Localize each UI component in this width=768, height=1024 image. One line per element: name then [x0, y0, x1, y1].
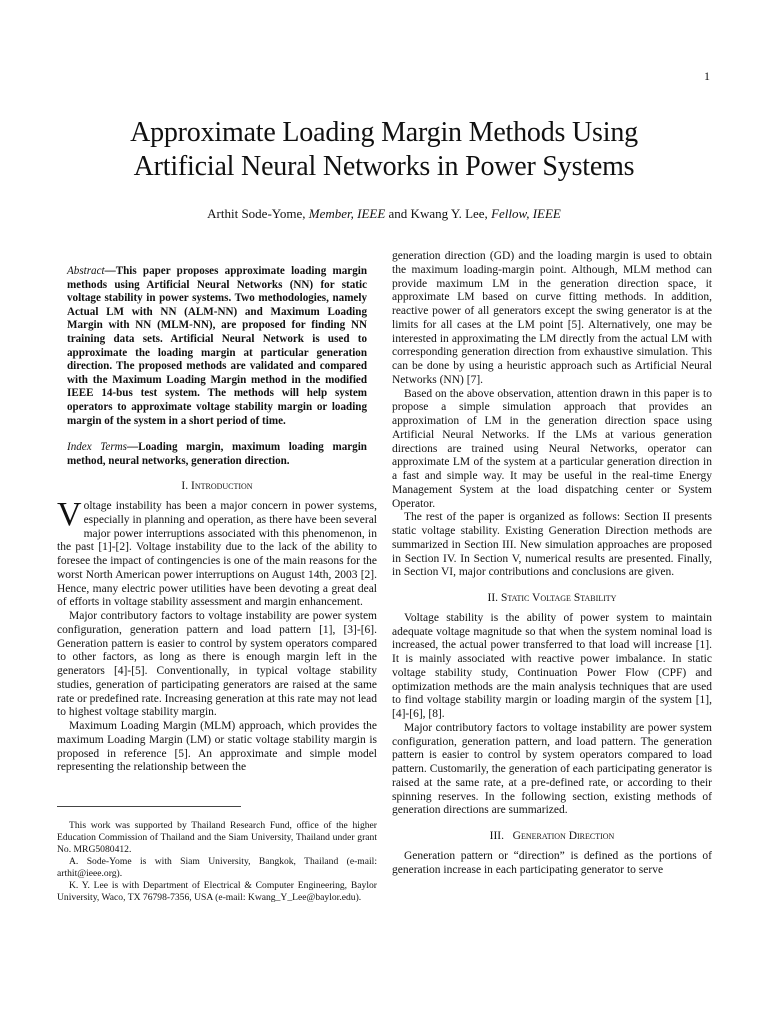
intro-paragraph-1-text: oltage instability has been a major concern in power systems, especially in planning and operation, as there have been several major power interruptions associated with this phenomenon, in the past [1]-[2]. Voltage instability due to the lack of the ability to foresee the impact of contingencies is one of the main reasons for the worst North American power interruptions on August 14th, 2003 [2]. Hence, many electric power utilities have been devoting a great deal of efforts in voltage stability assessment and margin enhancement.	[57, 500, 377, 609]
sec2-paragraph-2: Major contributory factors to voltage instability are power system configuration, generation pattern, and load pattern. The generation pattern is easier to control by system operators compared to load pattern. Customarily, the generation of each participating generator is raised at the same rate, at a pre-defined rate, or according to their spinning reserves. In the following section, existing methods of generation directions are summarized.	[392, 721, 712, 817]
index-terms-text: —Loading margin, maximum loading margin method, neural networks, generation direction.	[67, 441, 367, 467]
title-line-2: Artificial Neural Networks in Power Systems	[133, 151, 635, 182]
abstract-text: —This paper proposes approximate loading margin methods using Artificial Neural Networks (NN) for static voltage stability in power systems. Two methodologies, namely Actual LM with NN (ALM-NN) and Maximum Loading Margin with NN (MLM-NN), are proposed for finding NN training data sets. Artificial Neural Network is used to approximate the loading margin at particular generation direction. The proposed methods are validated and compared with the Maximum Loading Margin method in the modified IEEE 14-bus test system. The methods will help system operators to approximate voltage stability margin or loading margin of the system in a short period of time.	[67, 265, 367, 427]
section-number: II.	[487, 592, 501, 604]
author-1-role: Member, IEEE	[308, 206, 386, 221]
author-line	[0, 206, 768, 222]
abstract-label: Abstract	[67, 265, 105, 277]
footnote-author-2: K. Y. Lee is with Department of Electrical & Computer Engineering, Baylor University, Waco, TX 76798-7356, USA (e-mail: Kwang_Y_Lee@baylor.edu).	[57, 880, 377, 903]
sec3-paragraph-1: Generation pattern or “direction” is defined as the portions of generation increase in each participating generator to serve	[392, 849, 712, 876]
sec2-paragraph-1: Voltage stability is the ability of power system to maintain adequate voltage magnitude so that when the system nominal load is increased, the actual power transferred to that load will increase [1]. It is mainly associated with reactive power imbalance. In static voltage stability study, Continuation Power Flow (CPF) and optimization methods are the main analysis techniques that are used to find voltage stability margin or loading margin of the system [1], [4]-[6], [8].	[392, 611, 712, 720]
footnote-funding: This work was supported by Thailand Research Fund, office of the higher Education Commission of Thailand and the Siam University, Thailand under grant No. MRG5080412.	[57, 820, 377, 855]
intro-paragraph-1	[57, 496, 377, 610]
right-paragraph-1: generation direction (GD) and the loading margin is used to obtain the maximum loading-margin point. Although, MLM method can provide maximum LM in the generation direction space, it approximate LM based on curve fitting methods. In addition, reactive power of all generators except the swing generator is at the limits for all cases at the LM point [5]. Alternatively, one may be interested in approximating the LM directly from the actual LM with corresponding generation direction from exhaustive simulation. This can be done by using a heuristic approach such as Artificial Neural Networks (NN) [7].	[392, 250, 712, 386]
footnotes	[57, 820, 377, 904]
author-2-role: Fellow, IEEE	[491, 206, 561, 221]
right-column	[392, 250, 712, 877]
section-title: Generation Direction	[512, 830, 615, 842]
paper-title	[0, 116, 768, 184]
author-1: Arthit Sode-Yome,	[207, 206, 309, 221]
section-title: Static Voltage Stability	[500, 592, 617, 604]
index-terms	[57, 441, 377, 468]
section-title: Introduction	[190, 480, 253, 493]
drop-cap: V	[57, 496, 82, 534]
section-heading-introduction	[57, 480, 377, 494]
intro-paragraph-2: Major contributory factors to voltage instability are power system configuration, generation pattern and load pattern [1], [3]-[6]. Generation pattern is easier to control by system operators compared to other factors, as long as there is enough margin left in the generators [4]-[5]. Conventionally, in typical voltage stability studies, generation of participating generators are raised at the same rate or predefined rate. Increasing generation at this rate may not lead to highest voltage stability margin.	[57, 610, 377, 719]
page-number: 1	[704, 69, 710, 83]
right-paragraph-2: Based on the above observation, attention drawn in this paper is to propose a simple simulation approach that provides an approximation of LM in the generation direction space using Artificial Neural Networks. If the LMs at various generation directions are trained using Neural Networks, operator can approximate LM of the system at a particular generation direction in a fast and simple way. It may be useful in the real-time Energy Management System at the load dispatching center or System Operator.	[392, 387, 712, 510]
index-terms-label: Index Terms	[67, 441, 127, 454]
title-line-1: Approximate Loading Margin Methods Using	[130, 117, 638, 148]
section-heading-generation-direction	[392, 830, 712, 844]
section-number: I.	[181, 480, 191, 493]
footnote-author-1: A. Sode-Yome is with Siam University, Bangkok, Thailand (e-mail: arthit@ieee.org).	[57, 856, 377, 879]
author-and: and Kwang Y. Lee,	[385, 206, 492, 221]
intro-paragraph-3: Maximum Loading Margin (MLM) approach, which provides the maximum Loading Margin (LM) or static voltage stability margin is proposed in reference [5]. An approximate and simple model representing the relationship between the	[57, 720, 377, 774]
abstract	[57, 265, 377, 428]
right-paragraph-3: The rest of the paper is organized as follows: Section II presents static voltage stability. Existing Generation Direction methods are summarized in Section III. New simulation approaches are proposed in Section IV. In Section V, numerical results are presented. Finally, in Section VI, major contributions and conclusions are given.	[392, 511, 712, 579]
section-heading-static-voltage-stability	[392, 592, 712, 606]
left-column	[57, 250, 377, 775]
footnote-divider	[57, 806, 241, 807]
section-number: III.	[489, 830, 513, 842]
